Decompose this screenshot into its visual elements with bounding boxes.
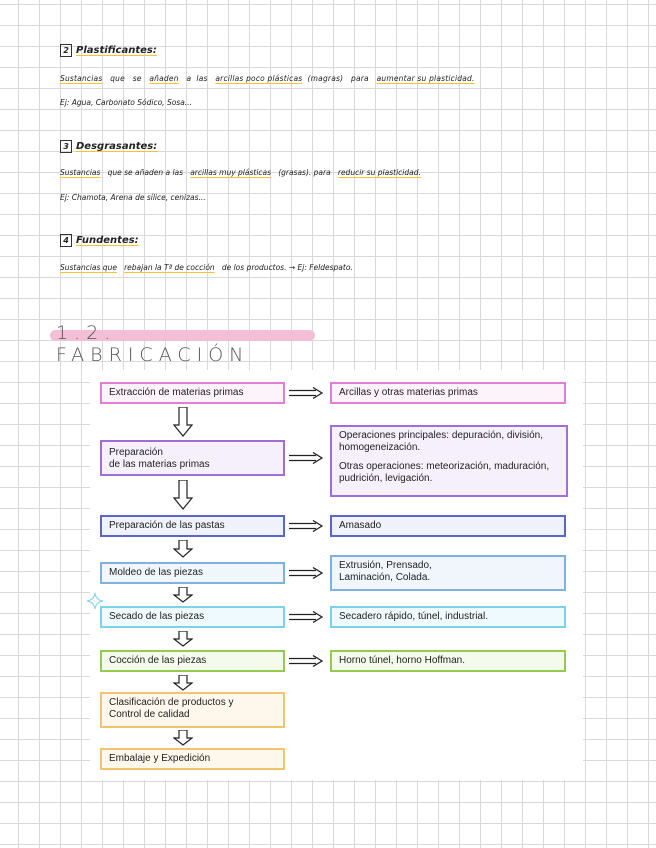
word: (grasas). para — [278, 168, 331, 177]
section-title-text: Plastificantes: — [76, 45, 157, 56]
step-clasificacion: Clasificación de productos y Control de calidad — [100, 692, 285, 728]
word: rebajan la Tª de cocción — [124, 263, 215, 272]
word: aumentar su plasticidad. — [376, 74, 475, 83]
word: (magras) — [307, 74, 344, 83]
double-arrow-right-icon — [289, 520, 323, 532]
word: reducir su plasticidad. — [337, 168, 421, 177]
word: las — [196, 74, 208, 83]
section-fundentes-title — [60, 234, 139, 247]
desgrasantes-example: Ej: Chamota, Arena de sílice, cenizas... — [60, 193, 206, 202]
result-otras-operaciones: Otras operaciones: meteorización, maduración, pudrición, levigación. — [339, 461, 550, 484]
word: que — [110, 74, 125, 83]
section-number-badge: 4 — [60, 234, 72, 247]
double-arrow-right-icon — [289, 567, 323, 579]
step-extraccion: Extracción de materias primas — [100, 382, 285, 404]
double-arrow-right-icon — [289, 452, 323, 464]
word: añaden — [149, 74, 179, 83]
word: Sustancias — [60, 168, 101, 177]
step-moldeo: Moldeo de las piezas — [100, 562, 285, 584]
word: Sustancias — [60, 74, 103, 83]
hollow-arrow-down-icon — [173, 540, 193, 558]
double-arrow-right-icon — [289, 655, 323, 667]
step-coccion: Cocción de las piezas — [100, 650, 285, 672]
result-amasado: Amasado — [330, 515, 566, 537]
plastificantes-definition — [60, 74, 475, 83]
step-secado: Secado de las piezas — [100, 606, 285, 628]
result-operaciones — [330, 425, 568, 497]
word: para — [351, 74, 369, 83]
hollow-arrow-down-icon — [173, 587, 193, 603]
hollow-arrow-down-icon — [173, 407, 193, 437]
step-embalaje: Embalaje y Expedición — [100, 748, 285, 770]
result-hornos: Horno túnel, horno Hoffman. — [330, 650, 566, 672]
word: a — [186, 74, 192, 83]
step-preparacion-materias: Preparación de las materias primas — [100, 440, 285, 476]
word: que se añaden a las — [107, 168, 184, 177]
section-plastificantes-title — [60, 44, 157, 57]
plastificantes-example: Ej: Agua, Carbonato Sódico, Sosa... — [60, 98, 192, 107]
result-moldeo-tecnicas: Extrusión, Prensado, Laminación, Colada. — [330, 555, 566, 591]
result-secaderos: Secadero rápido, túnel, industrial. — [330, 606, 566, 628]
section-title-text: Fundentes: — [76, 235, 139, 246]
word: se — [132, 74, 142, 83]
fundentes-definition — [60, 263, 353, 272]
word: arcillas poco plásticas — [215, 74, 303, 83]
word: Sustancias que — [60, 263, 117, 272]
sparkle-doodle-icon — [86, 592, 104, 610]
word: arcillas muy plásticas — [190, 168, 272, 177]
heading-fabricacion — [50, 322, 320, 366]
section-title-text: Desgrasantes: — [76, 141, 158, 152]
step-preparacion-pastas: Preparación de las pastas — [100, 515, 285, 537]
double-arrow-right-icon — [289, 611, 323, 623]
hollow-arrow-down-icon — [173, 730, 193, 746]
section-desgrasantes-title — [60, 140, 157, 153]
word: de los productos. → Ej: Feldespato. — [221, 263, 353, 272]
double-arrow-right-icon — [289, 387, 323, 399]
result-arcillas: Arcillas y otras materias primas — [330, 382, 566, 404]
hollow-arrow-down-icon — [173, 631, 193, 647]
result-operaciones-principales: Operaciones principales: depuración, división, homogeneización. — [339, 430, 544, 453]
hollow-arrow-down-icon — [173, 480, 193, 510]
heading-text: 1.2. FABRICACIÓN — [56, 322, 250, 366]
hollow-arrow-down-icon — [173, 675, 193, 691]
section-number-badge: 3 — [60, 140, 72, 153]
section-number-badge: 2 — [60, 44, 72, 57]
desgrasantes-definition — [60, 168, 421, 177]
